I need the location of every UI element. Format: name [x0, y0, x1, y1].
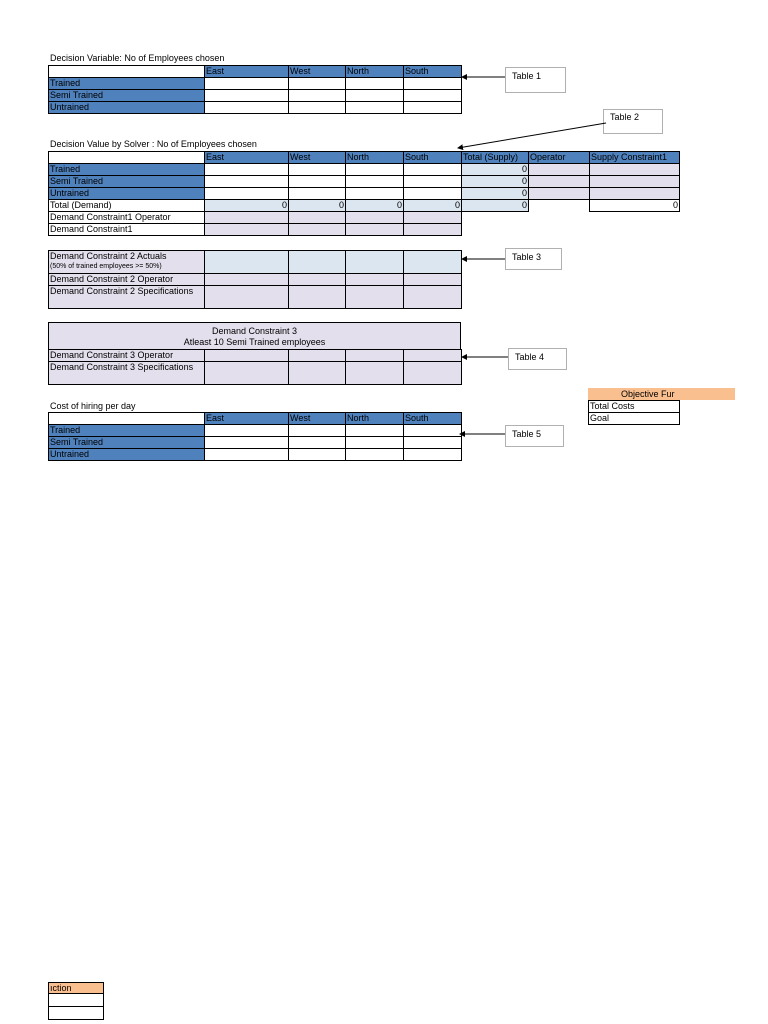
table2-header-supply-constraint[interactable]: Supply Constraint1 — [590, 152, 680, 164]
table3-operator-label[interactable]: Demand Constraint 2 Operator — [49, 274, 205, 286]
table2-header-east[interactable]: East — [205, 152, 289, 164]
callout-table5[interactable]: Table 5 — [505, 425, 564, 447]
table2-supply-constraint-total[interactable]: 0 — [590, 200, 680, 212]
table2-row-label[interactable]: Semi Trained — [49, 176, 205, 188]
table3-actuals-note: (50% of trained employees >= 50%) — [50, 263, 162, 270]
table1-header-north[interactable]: North — [346, 66, 404, 78]
objective-total-costs[interactable]: Total Costs — [589, 401, 680, 413]
table2-row-label[interactable]: Trained — [49, 164, 205, 176]
table1-header-east[interactable]: East — [205, 66, 289, 78]
table4-operator-label[interactable]: Demand Constraint 3 Operator — [49, 350, 205, 362]
table3-spec-label[interactable]: Demand Constraint 2 Specifications — [49, 286, 205, 309]
table2-supply-total[interactable]: 0 — [462, 188, 529, 200]
table5-header-north[interactable]: North — [346, 413, 404, 425]
objective-goal[interactable]: Goal — [589, 413, 680, 425]
table1-caption: Decision Variable: No of Employees chosen — [50, 53, 225, 63]
table2-row-label[interactable]: Untrained — [49, 188, 205, 200]
table2-demand-east[interactable]: 0 — [205, 200, 289, 212]
table2-constraint-label[interactable]: Demand Constraint1 — [49, 224, 205, 236]
table5-caption: Cost of hiring per day — [50, 401, 136, 411]
table5-row-label[interactable]: Semi Trained — [49, 437, 205, 449]
table5-header-west[interactable]: West — [289, 413, 346, 425]
table1-header-west[interactable]: West — [289, 66, 346, 78]
table2-supply-total[interactable]: 0 — [462, 164, 529, 176]
table2-demand-total[interactable]: 0 — [462, 200, 529, 212]
table4-title-line2: Atleast 10 Semi Trained employees — [183, 337, 326, 347]
table3-actuals-title: Demand Constraint 2 Actuals — [50, 251, 167, 261]
table4-title-line1: Demand Constraint 3 — [211, 326, 298, 336]
table2-header-total-supply[interactable]: Total (Supply) — [462, 152, 529, 164]
table2-header-west[interactable]: West — [289, 152, 346, 164]
table2-supply-total[interactable]: 0 — [462, 176, 529, 188]
table4-spec-label[interactable]: Demand Constraint 3 Specifications — [49, 362, 205, 385]
table2-demand-label[interactable]: Total (Demand) — [49, 200, 205, 212]
objective-header-overflow[interactable]: ıction — [48, 982, 104, 994]
callout-table2[interactable]: Table 2 — [603, 109, 663, 134]
objective-header[interactable]: Objective Fur — [588, 388, 735, 400]
table2-header-south[interactable]: South — [404, 152, 462, 164]
table2-header-north[interactable]: North — [346, 152, 404, 164]
table1-row-label[interactable]: Semi Trained — [49, 90, 205, 102]
callout-table3[interactable]: Table 3 — [505, 248, 562, 270]
callout-table4[interactable]: Table 4 — [508, 348, 567, 370]
table1-header-south[interactable]: South — [404, 66, 462, 78]
table2-operator-label[interactable]: Demand Constraint1 Operator — [49, 212, 205, 224]
table2-demand-west[interactable]: 0 — [289, 200, 346, 212]
table1-row-label[interactable]: Trained — [49, 78, 205, 90]
arrow-table2 — [458, 123, 606, 148]
table5-row-label[interactable]: Untrained — [49, 449, 205, 461]
table2-demand-north[interactable]: 0 — [346, 200, 404, 212]
table5-header-east[interactable]: East — [205, 413, 289, 425]
table1-row-label[interactable]: Untrained — [49, 102, 205, 114]
table2-header-operator[interactable]: Operator — [529, 152, 590, 164]
table5-header-south[interactable]: South — [404, 413, 462, 425]
callout-table1[interactable]: Table 1 — [505, 67, 566, 93]
table2-caption: Decision Value by Solver : No of Employees chosen — [50, 139, 257, 149]
table5-row-label[interactable]: Trained — [49, 425, 205, 437]
table2-demand-south[interactable]: 0 — [404, 200, 462, 212]
